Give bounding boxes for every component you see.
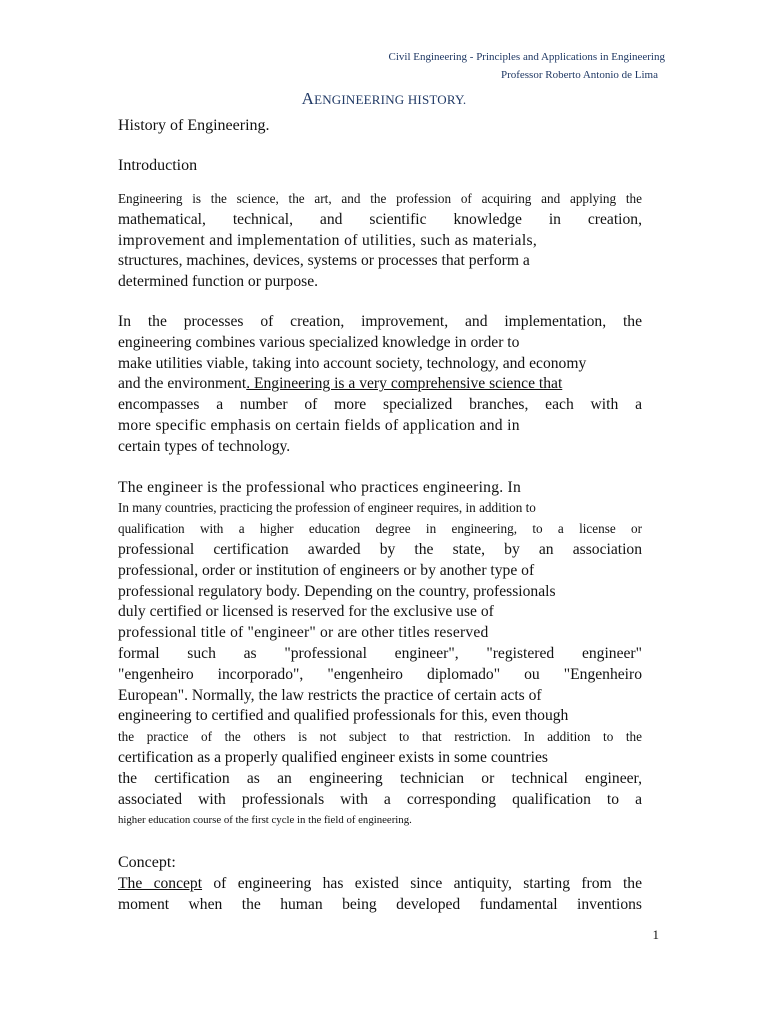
text-line: moment when the human being developed fundamental inventions: [118, 895, 642, 913]
text-line: qualification with a higher education degree in engineering, to a license or: [118, 521, 642, 537]
text-line: duly certified or licensed is reserved for the exclusive use of: [118, 603, 494, 621]
text-line: [118, 874, 642, 895]
concept-paragraph: [118, 874, 642, 916]
text-line: associated with professionals with a corresponding qualification to a: [118, 790, 642, 808]
text-line: professional certification awarded by the state, by an association: [118, 540, 642, 558]
document-title: [0, 89, 768, 109]
text-line: professional title of "engineer" or are other titles reserved: [118, 624, 489, 642]
text-line: mathematical, technical, and scientific knowledge in creation,: [118, 210, 642, 228]
concept-heading: Concept:: [118, 854, 176, 872]
intro-paragraph-3: [118, 478, 642, 832]
text-line: The engineer is the professional who practices engineering. In: [118, 478, 522, 496]
text-line: In the processes of creation, improvement, and implementation, the: [118, 312, 642, 330]
professor-header: Professor Roberto Antonio de Lima: [500, 69, 658, 81]
text-line: [118, 374, 642, 395]
course-title-header: Civil Engineering - Principles and Applications in Engineering: [388, 51, 665, 63]
text-line: encompasses a number of more specialized branches, each with a: [118, 396, 642, 414]
underlined-text: The concept: [118, 875, 203, 893]
text-line: engineering to certified and qualified professionals for this, even though: [118, 707, 569, 725]
text-line: professional regulatory body. Depending on the country, professionals: [118, 582, 556, 600]
text-line: certain types of technology.: [118, 437, 291, 455]
text-line: determined function or purpose.: [118, 273, 319, 291]
text-line: engineering combines various specialized knowledge in order to: [118, 333, 520, 351]
text-line: structures, machines, devices, systems or processes that perform a: [118, 252, 530, 270]
text-line: higher education course of the first cycle in the field of engineering.: [118, 814, 412, 827]
text-line: make utilities viable, taking into account society, technology, and economy: [118, 354, 587, 372]
intro-paragraph-2: [118, 312, 642, 458]
text-line: professional, order or institution of engineers or by another type of: [118, 561, 535, 579]
text-line: "engenheiro incorporado", "engenheiro diplomado" ou "Engenheiro: [118, 665, 642, 683]
page-number: 1: [652, 927, 659, 942]
text-line: certification as a properly qualified engineer exists in some countries: [118, 748, 548, 766]
text-line: European". Normally, the law restricts the practice of certain acts of: [118, 686, 542, 704]
text-line: more specific emphasis on certain fields of application and in: [118, 416, 520, 434]
text-fragment: of engineering has existed since antiquity, starting from the: [202, 875, 642, 893]
text-fragment: and the environment: [118, 375, 247, 393]
text-line: formal such as "professional engineer", "registered engineer": [118, 644, 642, 662]
underlined-text: . Engineering is a very comprehensive science that: [246, 375, 563, 393]
text-line: the practice of the others is not subject to that restriction. In addition to the: [118, 729, 642, 745]
intro-paragraph-1: [118, 189, 642, 293]
text-line: Engineering is the science, the art, and the profession of acquiring and applying the: [118, 191, 642, 206]
document-body: [118, 111, 642, 916]
text-line: In many countries, practicing the profession of engineer requires, in addition to: [118, 500, 536, 516]
introduction-heading: Introduction: [118, 157, 198, 174]
page-subtitle: History of Engineering.: [118, 117, 270, 134]
text-line: improvement and implementation of utilities, such as materials,: [118, 231, 538, 249]
text-line: the certification as an engineering technician or technical engineer,: [118, 769, 642, 787]
title-rest: ENGINEERING HISTORY.: [314, 92, 467, 107]
title-initial: A: [301, 89, 315, 108]
